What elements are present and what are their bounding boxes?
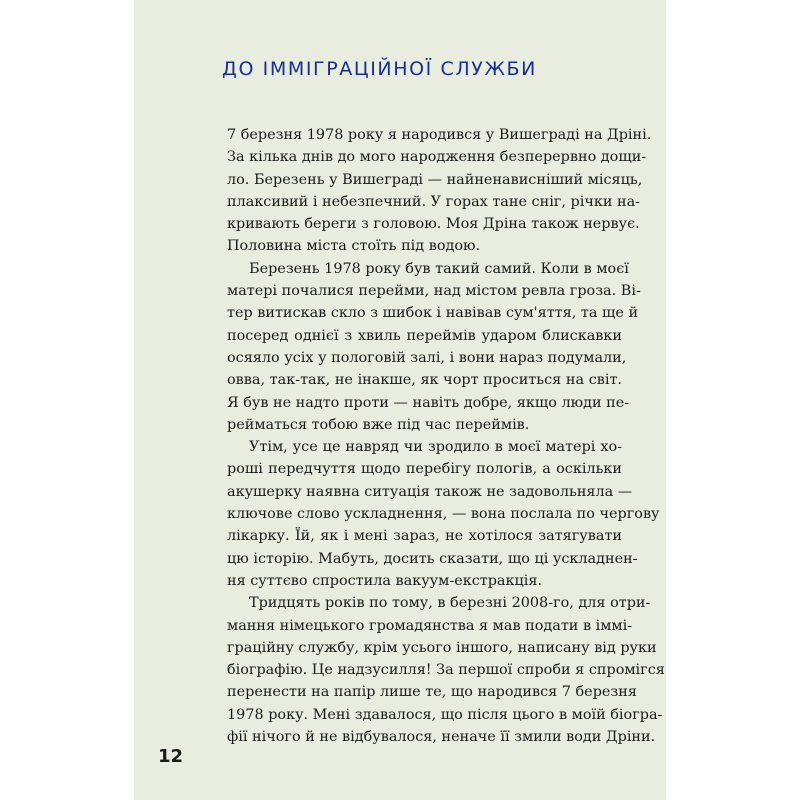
text-line: тер витискав скло з шибок і навівав сум'яття, та ще й [227, 305, 639, 322]
text-line: осяяло усіх у пологовій залі, і вони нараз подумали, [227, 349, 627, 366]
paragraph-1 [227, 124, 652, 258]
text-line: 7 березня 1978 року я народився у Вишеграді на Дріні. [227, 127, 652, 143]
text-line: 1978 року. Мені здавалося, що після цього в моїй біогра- [227, 706, 663, 723]
text-line: біографію. Це надзусилля! За першої спроби я спромігся [227, 662, 665, 679]
page-number: 12 [158, 746, 184, 767]
text-line: лікарку. Їй, як і мені зараз, не хотілося затягувати [227, 528, 622, 545]
text-line: Тридцять років по тому, в березні 2008-го, для отри- [249, 595, 651, 612]
text-line: посеред однієї з хвиль переймів ударом блискавки [227, 327, 622, 344]
text-line: цю історію. Мабуть, досить сказати, що ці ускладнен- [227, 550, 638, 567]
text-line: акушерку наявна ситуація також не задовольняла — [227, 483, 633, 500]
text-line: фії нічого й не відбувалося, неначе її змили води Дріни. [227, 729, 656, 746]
paragraph-4 [227, 592, 665, 748]
text-line: Я був не надто проти — навіть добре, якщо люди пе- [227, 394, 630, 411]
text-line: овва, так-так, не інакше, як чорт проситься на світ. [227, 372, 622, 389]
text-line: мання німецького громадянства я мав подати в іммі- [227, 617, 633, 634]
text-line: роші передчуття щодо перебігу пологів, а оскільки [227, 461, 622, 478]
text-line: ло. Березень у Вишеграді — найненависніший місяць, [227, 171, 643, 188]
text-line: За кілька днів до мого народження безперервно дощи- [227, 149, 647, 166]
body-text [227, 124, 665, 748]
paragraph-2 [227, 258, 641, 436]
paragraph-3 [227, 436, 660, 592]
chapter-title: ДО ІММІГРАЦІЙНОЇ СЛУЖБИ [222, 58, 537, 80]
text-line: плаксивий і небезпечний. У горах тане сніг, річки на- [227, 193, 641, 210]
text-line: граційну службу, крім усього іншого, написану від руки [227, 639, 657, 656]
text-line: матері почалися перейми, над містом ревла гроза. Ві- [227, 283, 641, 300]
text-line: кривають береги з головою. Моя Дріна також нервує. [227, 216, 640, 233]
text-line: Березень 1978 року був такий самий. Коли в моєї [249, 260, 629, 277]
book-page [134, 0, 666, 800]
text-line: ключове слово ускладнення, — вона послала по чергову [227, 506, 660, 523]
text-line: перенести на папір лише те, що народився 7 березня [227, 684, 637, 701]
text-line: ня суттєво спростила вакуум-екстракція. [227, 572, 543, 589]
text-line: Утім, усе це навряд чи зродило в моєї матері хо- [249, 439, 622, 456]
text-line: рейматься тобою вже під час переймів. [227, 416, 530, 433]
text-line: Половина міста стоїть під водою. [227, 238, 481, 255]
